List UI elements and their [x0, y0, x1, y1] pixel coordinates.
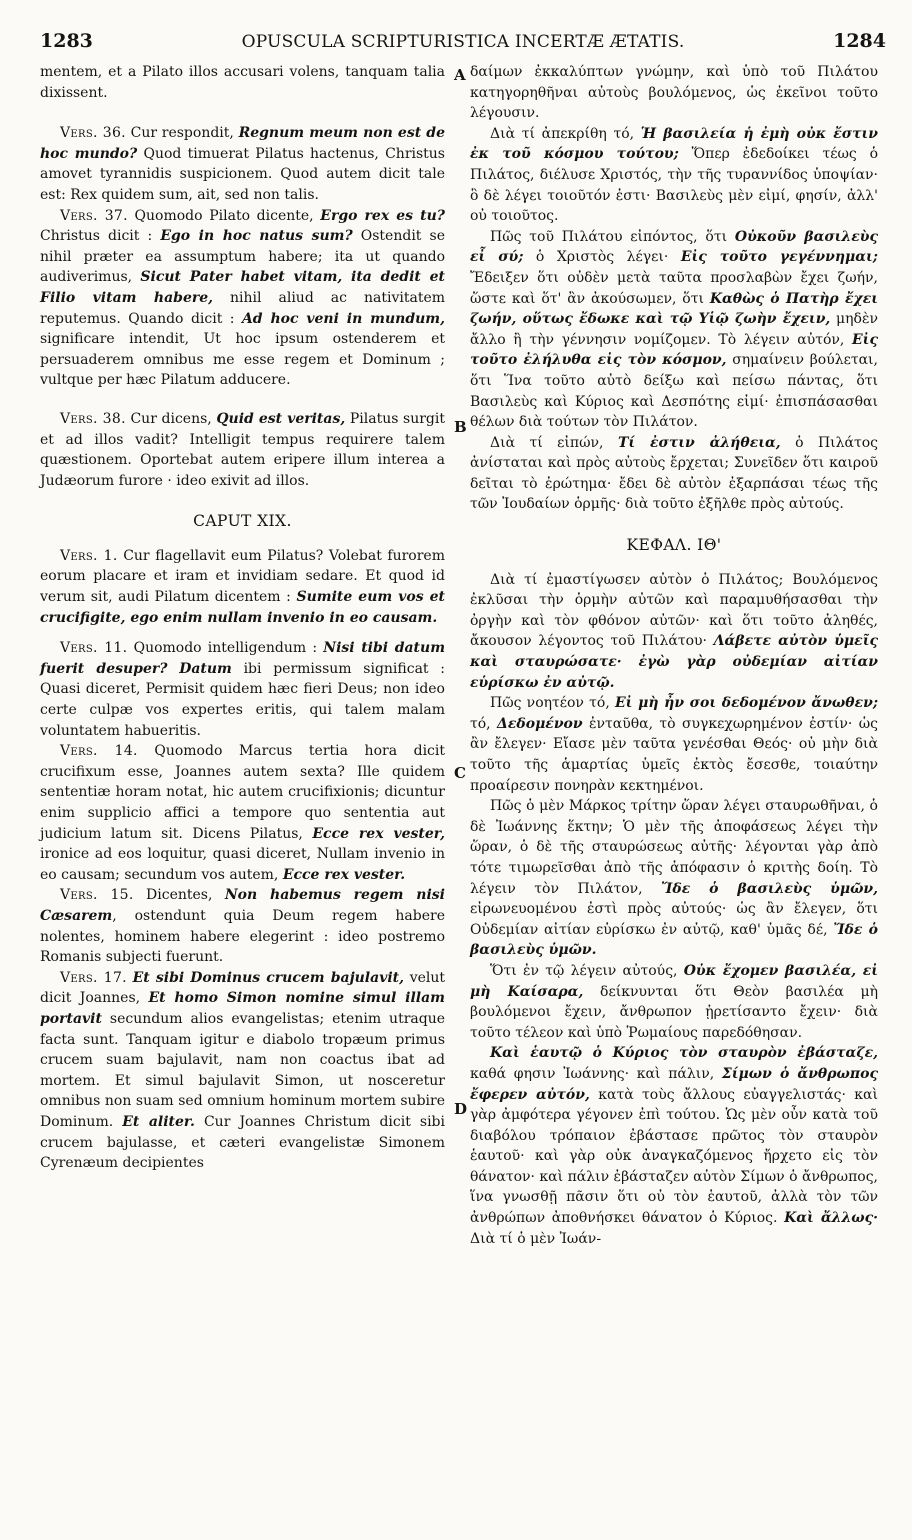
greek-verse-36: Διὰ τί ἀπεκρίθη τό, Ἡ βασιλεία ἡ ἐμὴ οὐκ ἔστιν ἐκ τοῦ κόσμου τούτου; Ὅπερ ἐδεδοίκει τέως ὁ Πιλάτος, διέλυσε Χριστός, τὴν τῆς τυραννίδος ὑποψίαν· ὃ δὲ λέγει τοιοῦτόν ἐστι· Βασιλεὺς μὲν εἰμί, φησίν, ἀλλ' οὐ τοιοῦτος. — [470, 125, 878, 225]
verse-label: Vers. 37. — [60, 207, 128, 224]
latin-chapter-verse-15: Vers. 15. Dicentes, Non habemus regem nisi Cæsarem, ostendunt quia Deum regem habere nolentes, hominem habere elegerint : ideo postremo Romanis subjecti fuerunt. — [40, 887, 446, 966]
verse-label: Vers. 11. — [60, 640, 128, 657]
running-title: OPUSCULA SCRIPTURISTICA INCERTÆ ÆTATIS. — [241, 32, 685, 52]
greek-verse-37: Πῶς τοῦ Πιλάτου εἰπόντος, ὅτι Οὐκοῦν βασιλεὺς εἶ σύ; ὁ Χριστὸς λέγει· Εἰς τοῦτο γεγέννημαι; Ἔδειξεν ὅτι οὐδὲν μετὰ ταῦτα προσλαβὼν ἔχει ζωήν, ὥστε καὶ ὅτ' ἂν ἀκούσωμεν, ὅτι Καθὼς ὁ Πατὴρ ἔχει ζωήν, οὕτως ἔδωκε καὶ τῷ Υἱῷ ζωὴν ἔχειν, μηδὲν ἄλλο ἢ τὴν γέννησιν νομίζομεν. Τὸ λέγειν αὐτόν, Εἰς τοῦτο ἐλήλυθα εἰς τὸν κόσμον, σημαίνειν βούλεται, ὅτι Ἵνα τοῦτο αὐτὸ δείξω καὶ πείσω πάντας, ὅτι Βασιλεὺς καὶ Κύριος καὶ Δεσπότης εἰμί· ἐπισπάσασθαι θέλων διὰ τούτων τὸν Πιλάτον. — [470, 228, 879, 431]
verse-label: Vers. 38. — [60, 410, 126, 427]
margin-marker-c: C — [454, 764, 466, 782]
latin-chapter-verse-11: Vers. 11. Quomodo intelligendum : Nisi tibi datum fuerit desuper? Datum ibi permissum significat : Quasi diceret, Permisit quidem hæc fieri Deus; non ideo certe culpæ vos expertes eritis, qui talem malam voluntatem habueritis. — [40, 640, 446, 739]
margin-marker-d: D — [454, 1100, 468, 1118]
margin-marker-b: B — [454, 418, 467, 436]
greek-intro: δαίμων ἐκκαλύπτων γνώμην, καὶ ὑπὸ τοῦ Πιλάτου κατηγορηθῆναι αὐτοὺς βουλόμενος, ὡς ἐκεῖνοι τοῦτο λέγουσιν. — [470, 64, 878, 122]
greek-chapter-heading: ΚΕΦΑΛ. ΙΘ' — [626, 536, 722, 555]
latin-chapter-heading: CAPUT XIX. — [193, 512, 292, 531]
verse-label: Vers. 36. — [60, 125, 126, 142]
greek-chapter-verse-15: Ὅτι ἐν τῷ λέγειν αὐτούς, Οὐκ ἔχομεν βασιλέα, εἰ μὴ Καίσαρα, δείκνυνται ὅτι Θεὸν βασιλέα μὴ βουλόμενοι ἔχειν, ἄνθρωπον ᾑρετίσαντο ἔχειν· διὰ τοῦτο τέλεον καὶ ὑπὸ Ῥωμαίους παρεδόθησαν. — [470, 962, 878, 1041]
greek-chapter-verse-17: Καὶ ἑαυτῷ ὁ Κύριος τὸν σταυρὸν ἐβάσταζε, καθά φησιν Ἰωάννης· καὶ πάλιν, Σίμων ὁ ἄνθρωπος ἔφερεν αὐτόν, κατὰ τοὺς ἄλλους εὐαγγελιστάς· καὶ γὰρ ἀμφότερα γέγονεν ἐπὶ τούτου. Ὡς μὲν οὖν κατὰ τοῦ διαβόλου τρόπαιον ἐβάστασε πρῶτος τὸν σταυρὸν ἑαυτοῦ· καὶ γὰρ οὐκ ἀναγκαζόμενος ἤρχετο εἰς τὸν θάνατον· καὶ πάλιν ἐβάσταζεν αὐτὸν Σίμων ὁ ἄνθρωπος, ἵνα γνωσθῇ πᾶσιν ὅτι οὐ τὸν ἑαυτοῦ, ἀλλὰ τὸν τῶν ἀνθρώπων ἀποθνήσκει θάνατον ὁ Κύριος. Καὶ ἄλλως· Διὰ τί ὁ μὲν Ἰωάν- — [470, 1045, 879, 1247]
margin-marker-a: A — [454, 66, 466, 84]
verse-label: Vers. 17. — [60, 969, 127, 986]
latin-verse-38: Vers. 38. Cur dicens, Quid est veritas, Pilatus surgit et ad illos vadit? Intelligit tempus requirere talem quæstionem. Oportebat autem eripere illum interea a Judæorum furore · ideo exivit ad illos. — [40, 410, 445, 489]
latin-column — [40, 62, 445, 1174]
greek-column — [470, 62, 878, 1249]
page-number-left: 1283 — [40, 30, 93, 52]
scripture-quote: Regnum meum non est de hoc mundo? — [40, 125, 445, 162]
latin-chapter-verse-17: Vers. 17. Et sibi Dominus crucem bajulavit, velut dicit Joannes, Et homo Simon nomine simul illam portavit secundum alios evangelistas; etenim utraque facta sunt. Tanquam igitur e diabolo tropæum primus crucem suam bajulavit, nam non coactus ibat ad mortem. Et simul bajulavit Simon, ut nosceretur omnibus non suam sed omnium hominum mortem subire Dominum. Et aliter. Cur Joannes Christum dicit sibi crucem bajulasse, et cæteri evangelistæ Simonem Cyrenæum decipientes — [40, 969, 446, 1172]
page-number-right: 1284 — [833, 30, 886, 52]
greek-chapter-verse-11: Πῶς νοητέον τό, Εἰ μὴ ἦν σοι δεδομένον ἄνωθεν; τό, Δεδομένον ἐνταῦθα, τὸ συγκεχωρημένον ἐστίν· ὡς ἂν ἔλεγεν· Εἴασε μὲν ταῦτα γενέσθαι Θεός· οὐ μὴν διὰ τοῦτο τῆς ἁμαρτίας ὑμεῖς ἐκτὸς ἔσεσθε, τοιαύτην προαίρεσιν πονηρὰν κεκτημένοι. — [470, 695, 878, 794]
latin-chapter-verse-14: Vers. 14. Quomodo Marcus tertia hora dicit crucifixum esse, Joannes autem sexta? Ille quidem sententiæ horam notat, hic autem crucifixionis; dicuntur enim supplicio affici a tempore quo sententia aut judicium latum sit. Dicens Pilatus, Ecce rex vester, ironice ad eos loquitur, quasi diceret, Nullam invenio in eo causam; secundum vos autem, Ecce rex vester. — [40, 743, 445, 883]
latin-verse-36: Vers. 36. Cur respondit, Regnum meum non est de hoc mundo? Quod timuerat Pilatus hactenus, Christus amovet tyrannidis suspicionem. Quod autem dicit tale est: Rex quidem sum, ait, sed non talis. — [40, 125, 445, 203]
verse-label: Vers. 1. — [60, 547, 118, 564]
greek-chapter-verse-14: Πῶς ὁ μὲν Μάρκος τρίτην ὥραν λέγει σταυρωθῆναι, ὁ δὲ Ἰωάννης ἕκτην; Ὁ μὲν τῆς ἀποφάσεως λέγει τὴν ὥραν, ὁ δὲ τῆς σταυρώσεως αὐτῆς· λέγονται γὰρ ἀπὸ τότε τιμωρεῖσθαι ἀπὸ τῆς ἀπόφασιν ὁ κριτὴς δοίη. Τὸ λέγειν τὸν Πιλάτον, Ἴδε ὁ βασιλεὺς ὑμῶν, εἰρωνευομένου ἐστὶ πρὸς αὐτούς· ὡς ἂν ἔλεγεν, ὅτι Οὐδεμίαν αἰτίαν εὑρίσκω ἐν αὐτῷ, καθ' ὑμᾶς δέ, Ἴδε ὁ βασιλεὺς ὑμῶν. — [470, 798, 878, 959]
verse-label: Vers. 15. — [60, 887, 134, 904]
verse-label: Vers. 14. — [60, 743, 138, 760]
latin-verse-37: Vers. 37. Quomodo Pilato dicente, Ergo rex es tu? Christus dicit : Ego in hoc natus sum? Ostendit se nihil præter ea assumptum habere; ita ut quando audiverimus, Sicut Pater habet vitam, ita dedit et Filio vitam habere, nihil aliud ac nativitatem reputemus. Quando dicit : Ad hoc veni in mundum, significare intendit, Ut hoc ipsum ostenderem et persuaderem omnibus me esse regem et Dominum ; vultque per hæc Pilatum adducere. — [40, 207, 446, 389]
latin-intro: mentem, et a Pilato illos accusari volens, tanquam talia dixissent. — [40, 64, 445, 101]
greek-verse-38: Διὰ τί εἰπών, Τί ἐστιν ἀλήθεια, ὁ Πιλάτος ἀνίσταται καὶ πρὸς αὐτοὺς ἔρχεται; Συνεῖδεν ὅτι καιροῦ δεῖται τὸ ἐρώτημα· ἔδει δὲ αὐτὸν ἐξαρπάσαι τέως τῆς τῶν Ἰουδαίων ὁρμῆς· διὰ τοῦτο ἐξῆλθε πρὸς αὐτούς. — [470, 434, 878, 513]
scripture-quote: Ἡ βασιλεία ἡ ἐμὴ οὐκ ἔστιν ἐκ τοῦ κόσμου τούτου; — [470, 125, 878, 163]
running-header — [40, 30, 886, 58]
greek-chapter-verse-1: Διὰ τί ἐμαστίγωσεν αὐτὸν ὁ Πιλάτος; Βουλόμενος ἐκλῦσαι τὴν ὁρμὴν αὐτῶν καὶ παραμυθήσασθαι τὴν ὀργὴν καὶ τὸν φθόνον αὐτῶν· καὶ ὅτι τοῦτο ἀληθές, ἄκουσον λέγοντος τοῦ Πιλάτου· Λάβετε αὐτὸν ὑμεῖς καὶ σταυρώσατε· ἐγὼ γὰρ οὐδεμίαν αἰτίαν εὑρίσκω ἐν αὐτῷ. — [470, 571, 878, 691]
latin-chapter-verse-1: Vers. 1. Cur flagellavit eum Pilatus? Volebat furorem eorum placare et iram et invidiam sedare. Et quod id verum sit, audi Pilatum dicentem : Sumite eum vos et crucifigite, ego enim nullam invenio in eo causam. — [40, 547, 445, 626]
